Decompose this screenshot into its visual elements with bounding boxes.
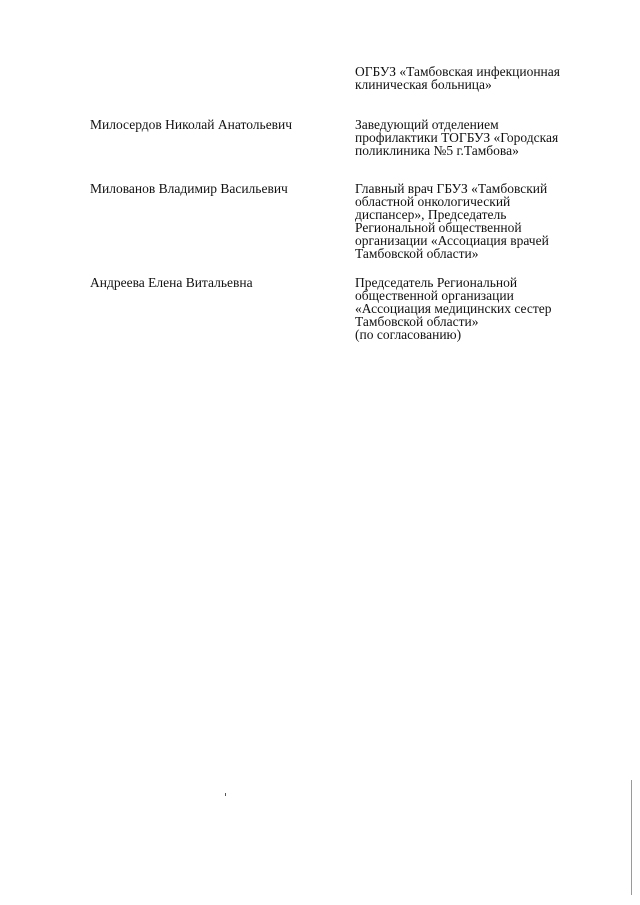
row-0-role: ОГБУЗ «Тамбовская инфекционная клиническая больница» [355,64,560,92]
row-3-person-name: Андреева Елена Витальевна [90,275,253,290]
scan-speck [225,793,226,796]
row-3-role: Председатель Региональной общественной организации «Ассоциация медицинских сестер Тамбовской области» (по согласованию) [355,275,552,342]
scan-edge-line [631,780,632,895]
row-2-role: Главный врач ГБУЗ «Тамбовский областной онкологический диспансер», Председатель Региональной общественной организации «Ассоциация врачей Тамбовской области» [355,181,549,261]
row-2-person-name: Милованов Владимир Васильевич [90,181,288,196]
row-1-person-name: Милосердов Николай Анатольевич [90,117,293,132]
row-1-role: Заведующий отделением профилактики ТОГБУЗ «Городская поликлиника №5 г.Тамбова» [355,117,559,158]
